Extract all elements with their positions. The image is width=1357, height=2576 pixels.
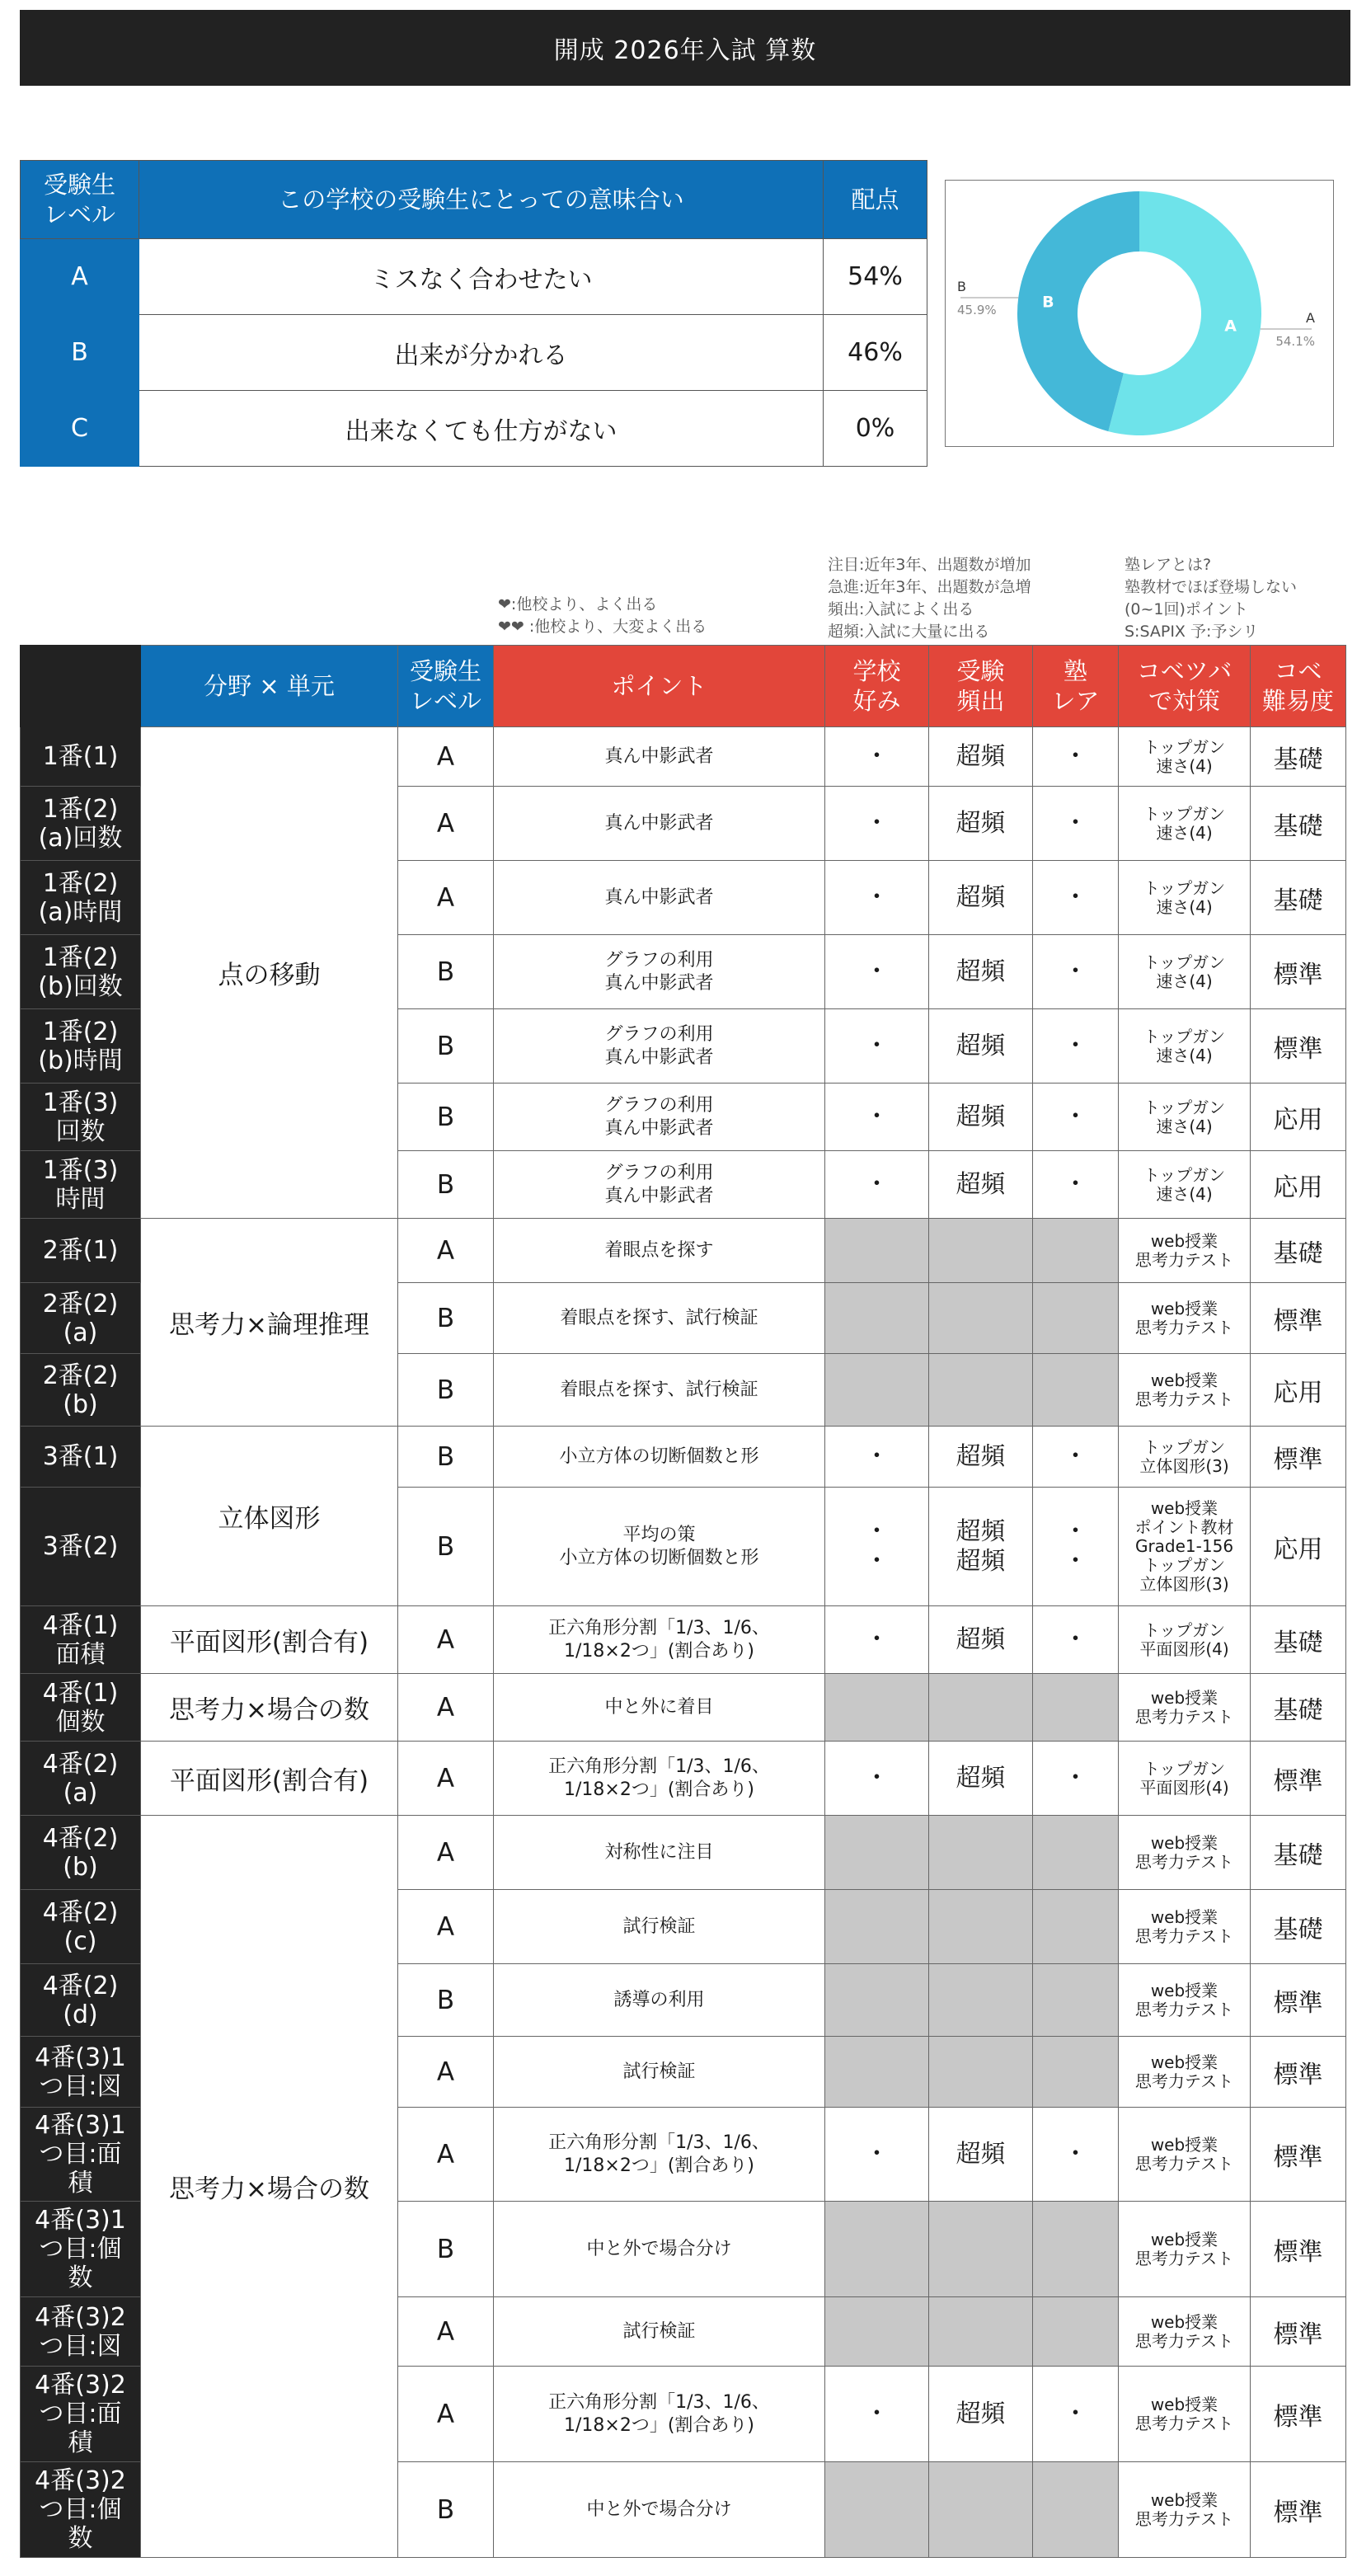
table-row	[21, 1606, 1346, 1674]
school-cell: ・	[825, 935, 929, 1009]
difficulty-cell: 基礎	[1251, 787, 1346, 861]
field-unit: 思考力×場合の数	[141, 1816, 398, 2558]
question-number: 1番(1)	[21, 727, 141, 787]
question-number: 4番(3)2 つ目:図	[21, 2297, 141, 2367]
point-cell: 試行検証	[494, 2297, 825, 2367]
outer-category-label: A	[1306, 310, 1315, 327]
rare-cell: ・	[1033, 1427, 1119, 1488]
header-point: ポイント	[494, 646, 825, 727]
point-cell: 対称性に注目	[494, 1816, 825, 1890]
score-summary-table	[20, 160, 927, 467]
slice-label: B	[1042, 293, 1054, 312]
question-number: 4番(1) 面積	[21, 1606, 141, 1674]
rare-cell	[1033, 2297, 1119, 2367]
level-cell: B	[398, 1151, 494, 1219]
question-number: 1番(2) (b)回数	[21, 935, 141, 1009]
level-cell: B	[398, 1964, 494, 2037]
point-cell: 平均の策 小立方体の切断個数と形	[494, 1488, 825, 1606]
legend-line: 注目:近年3年、出題数が増加	[828, 556, 1031, 574]
freq-cell: 超頻	[929, 1606, 1033, 1674]
header-corner	[21, 646, 141, 727]
freq-cell	[929, 1890, 1033, 1964]
school-cell: ・	[825, 861, 929, 935]
countermeasure-cell: トップガン 速さ(4)	[1119, 861, 1251, 935]
summary-score: 0%	[824, 391, 927, 467]
point-cell: 正六角形分割「1/3、1/6、 1/18×2つ」(割合あり)	[494, 2108, 825, 2202]
countermeasure-cell: web授業 思考力テスト	[1119, 1354, 1251, 1427]
difficulty-cell: 応用	[1251, 1084, 1346, 1151]
table-row	[21, 1219, 1346, 1283]
freq-cell: 超頻	[929, 727, 1033, 787]
summary-row	[21, 391, 927, 467]
difficulty-cell: 基礎	[1251, 1674, 1346, 1742]
level-cell: A	[398, 2037, 494, 2108]
school-cell	[825, 2037, 929, 2108]
summary-meaning: 出来なくても仕方がない	[139, 391, 824, 467]
level-cell: A	[398, 1890, 494, 1964]
difficulty-cell: 応用	[1251, 1151, 1346, 1219]
countermeasure-cell: トップガン 平面図形(4)	[1119, 1742, 1251, 1816]
question-number: 4番(2) (d)	[21, 1964, 141, 2037]
countermeasure-cell: トップガン 速さ(4)	[1119, 1151, 1251, 1219]
school-cell	[825, 1890, 929, 1964]
point-cell: 小立方体の切断個数と形	[494, 1427, 825, 1488]
level-cell: B	[398, 1354, 494, 1427]
header-cov: コベツバ で対策	[1119, 646, 1251, 727]
freq-cell	[929, 2297, 1033, 2367]
summary-meaning: 出来が分かれる	[139, 315, 824, 391]
point-cell: グラフの利用 真ん中影武者	[494, 1009, 825, 1084]
freq-cell	[929, 2462, 1033, 2558]
rare-cell: ・	[1033, 2108, 1119, 2202]
legend-line: (0~1回)ポイント	[1125, 600, 1248, 618]
header-school: 学校 好み	[825, 646, 929, 727]
point-cell: グラフの利用 真ん中影武者	[494, 1084, 825, 1151]
rare-cell: ・	[1033, 861, 1119, 935]
rare-cell: ・	[1033, 2367, 1119, 2462]
point-cell: 着眼点を探す	[494, 1219, 825, 1283]
point-cell: 真ん中影武者	[494, 861, 825, 935]
countermeasure-cell: web授業 思考力テスト	[1119, 1964, 1251, 2037]
header-level: 受験生 レベル	[398, 646, 494, 727]
freq-cell: 超頻 超頻	[929, 1488, 1033, 1606]
question-number: 4番(2) (c)	[21, 1890, 141, 1964]
difficulty-cell: 標準	[1251, 1009, 1346, 1084]
countermeasure-cell: web授業 思考力テスト	[1119, 2297, 1251, 2367]
point-cell: 正六角形分割「1/3、1/6、 1/18×2つ」(割合あり)	[494, 2367, 825, 2462]
countermeasure-cell: トップガン 速さ(4)	[1119, 1009, 1251, 1084]
freq-cell	[929, 1283, 1033, 1354]
school-cell	[825, 1283, 929, 1354]
legend-hearts	[498, 594, 707, 638]
countermeasure-cell: web授業 思考力テスト	[1119, 1890, 1251, 1964]
countermeasure-cell: web授業 思考力テスト	[1119, 1674, 1251, 1742]
rare-cell: ・	[1033, 1742, 1119, 1816]
level-cell: A	[398, 727, 494, 787]
rare-cell: ・ ・	[1033, 1488, 1119, 1606]
table-row	[21, 727, 1346, 787]
field-unit: 平面図形(割合有)	[141, 1606, 398, 1674]
school-cell	[825, 1964, 929, 2037]
level-cell: A	[398, 2108, 494, 2202]
level-cell: A	[398, 1606, 494, 1674]
level-cell: A	[398, 1219, 494, 1283]
difficulty-cell: 標準	[1251, 2462, 1346, 2558]
header-freq: 受験 頻出	[929, 646, 1033, 727]
school-cell: ・	[825, 2367, 929, 2462]
header-diff: コベ 難易度	[1251, 646, 1346, 727]
countermeasure-cell: トップガン 速さ(4)	[1119, 727, 1251, 787]
score-donut-chart	[945, 180, 1334, 447]
countermeasure-cell: トップガン 速さ(4)	[1119, 787, 1251, 861]
rare-cell	[1033, 1219, 1119, 1283]
school-cell: ・	[825, 1151, 929, 1219]
countermeasure-cell: トップガン 速さ(4)	[1119, 935, 1251, 1009]
point-cell: 試行検証	[494, 2037, 825, 2108]
school-cell	[825, 2202, 929, 2297]
difficulty-cell: 基礎	[1251, 861, 1346, 935]
freq-cell: 超頻	[929, 861, 1033, 935]
point-cell: 正六角形分割「1/3、1/6、 1/18×2つ」(割合あり)	[494, 1606, 825, 1674]
level-cell: A	[398, 1742, 494, 1816]
question-number: 1番(2) (b)時間	[21, 1009, 141, 1084]
summary-level: B	[21, 315, 139, 391]
school-cell	[825, 1219, 929, 1283]
level-cell: B	[398, 1009, 494, 1084]
difficulty-cell: 基礎	[1251, 1816, 1346, 1890]
level-cell: B	[398, 1084, 494, 1151]
level-cell: B	[398, 1488, 494, 1606]
legend-line: ❤❤ :他校より、大変よく出る	[498, 618, 707, 636]
point-cell: 真ん中影武者	[494, 787, 825, 861]
school-cell: ・	[825, 1742, 929, 1816]
countermeasure-cell: web授業 ポイント教材 Grade1-156 トップガン 立体図形(3)	[1119, 1488, 1251, 1606]
field-unit: 思考力×論理推理	[141, 1219, 398, 1427]
field-unit: 点の移動	[141, 727, 398, 1219]
level-cell: A	[398, 861, 494, 935]
freq-cell: 超頻	[929, 2108, 1033, 2202]
summary-header-meaning: この学校の受験生にとっての意味合い	[139, 161, 824, 239]
countermeasure-cell: web授業 思考力テスト	[1119, 1219, 1251, 1283]
summary-score: 54%	[824, 239, 927, 315]
difficulty-cell: 応用	[1251, 1354, 1346, 1427]
point-cell: 中と外で場合分け	[494, 2202, 825, 2297]
school-cell: ・	[825, 2108, 929, 2202]
rare-cell: ・	[1033, 1606, 1119, 1674]
outer-category-label: B	[957, 278, 966, 294]
school-cell	[825, 1816, 929, 1890]
rare-cell: ・	[1033, 935, 1119, 1009]
donut-svg	[946, 181, 1333, 446]
freq-cell: 超頻	[929, 1009, 1033, 1084]
rare-cell	[1033, 1283, 1119, 1354]
school-cell: ・	[825, 1084, 929, 1151]
countermeasure-cell: web授業 思考力テスト	[1119, 2367, 1251, 2462]
question-number: 4番(3)1 つ目:個 数	[21, 2202, 141, 2297]
rare-cell	[1033, 2462, 1119, 2558]
rare-cell: ・	[1033, 1009, 1119, 1084]
rare-cell	[1033, 1816, 1119, 1890]
question-number: 4番(3)1 つ目:面 積	[21, 2108, 141, 2202]
difficulty-cell: 標準	[1251, 1283, 1346, 1354]
school-cell: ・	[825, 727, 929, 787]
rare-cell: ・	[1033, 787, 1119, 861]
question-number: 2番(1)	[21, 1219, 141, 1283]
question-number: 3番(2)	[21, 1488, 141, 1606]
point-cell: グラフの利用 真ん中影武者	[494, 1151, 825, 1219]
summary-row	[21, 315, 927, 391]
point-cell: 着眼点を探す、試行検証	[494, 1354, 825, 1427]
header-rare: 塾 レア	[1033, 646, 1119, 727]
difficulty-cell: 基礎	[1251, 1219, 1346, 1283]
rare-cell	[1033, 2202, 1119, 2297]
level-cell: B	[398, 935, 494, 1009]
level-cell: B	[398, 1283, 494, 1354]
legend-line: 超頻:入試に大量に出る	[828, 623, 990, 641]
difficulty-cell: 基礎	[1251, 727, 1346, 787]
legend-line: 急進:近年3年、出題数が急増	[828, 578, 1031, 596]
freq-cell: 超頻	[929, 1151, 1033, 1219]
main-header-row	[21, 646, 1346, 727]
school-cell	[825, 2462, 929, 2558]
rare-cell: ・	[1033, 1084, 1119, 1151]
point-cell: 試行検証	[494, 1890, 825, 1964]
question-number: 1番(3) 時間	[21, 1151, 141, 1219]
header-field: 分野 × 単元	[141, 646, 398, 727]
legend-frequency	[828, 554, 1031, 643]
level-cell: A	[398, 787, 494, 861]
countermeasure-cell: web授業 思考力テスト	[1119, 2037, 1251, 2108]
rare-cell: ・	[1033, 727, 1119, 787]
outer-percent-label: 54.1%	[1275, 334, 1315, 350]
slice-label: A	[1224, 317, 1237, 336]
freq-cell	[929, 1354, 1033, 1427]
field-unit: 平面図形(割合有)	[141, 1742, 398, 1816]
question-number: 3番(1)	[21, 1427, 141, 1488]
countermeasure-cell: web授業 思考力テスト	[1119, 2108, 1251, 2202]
summary-level: A	[21, 239, 139, 315]
field-unit: 立体図形	[141, 1427, 398, 1606]
level-cell: A	[398, 2297, 494, 2367]
freq-cell	[929, 2202, 1033, 2297]
freq-cell: 超頻	[929, 787, 1033, 861]
countermeasure-cell: トップガン 立体図形(3)	[1119, 1427, 1251, 1488]
school-cell	[825, 2297, 929, 2367]
freq-cell: 超頻	[929, 1084, 1033, 1151]
rare-cell	[1033, 1674, 1119, 1742]
freq-cell: 超頻	[929, 935, 1033, 1009]
difficulty-cell: 標準	[1251, 1742, 1346, 1816]
point-cell: 着眼点を探す、試行検証	[494, 1283, 825, 1354]
point-cell: 中と外で場合分け	[494, 2462, 825, 2558]
question-number: 2番(2) (a)	[21, 1283, 141, 1354]
question-number: 2番(2) (b)	[21, 1354, 141, 1427]
question-number: 4番(3)1 つ目:図	[21, 2037, 141, 2108]
school-cell	[825, 1354, 929, 1427]
freq-cell: 超頻	[929, 2367, 1033, 2462]
countermeasure-cell: トップガン 速さ(4)	[1119, 1084, 1251, 1151]
difficulty-cell: 標準	[1251, 1964, 1346, 2037]
school-cell: ・ ・	[825, 1488, 929, 1606]
level-cell: A	[398, 2367, 494, 2462]
freq-cell	[929, 2037, 1033, 2108]
legend-line: S:SAPIX 予:予シリ	[1125, 623, 1259, 641]
summary-row	[21, 239, 927, 315]
question-number: 4番(3)2 つ目:面 積	[21, 2367, 141, 2462]
difficulty-cell: 基礎	[1251, 1890, 1346, 1964]
summary-header-row	[21, 161, 927, 239]
level-cell: A	[398, 1816, 494, 1890]
freq-cell	[929, 1674, 1033, 1742]
table-row	[21, 1427, 1346, 1488]
summary-header-level: 受験生 レベル	[21, 161, 139, 239]
difficulty-cell: 標準	[1251, 1427, 1346, 1488]
freq-cell	[929, 1816, 1033, 1890]
school-cell: ・	[825, 787, 929, 861]
difficulty-cell: 標準	[1251, 2297, 1346, 2367]
point-cell: 中と外に着目	[494, 1674, 825, 1742]
question-number: 1番(3) 回数	[21, 1084, 141, 1151]
rare-cell: ・	[1033, 1151, 1119, 1219]
countermeasure-cell: web授業 思考力テスト	[1119, 2462, 1251, 2558]
level-cell: B	[398, 2462, 494, 2558]
legend-line: 塾教材でほぼ登場しない	[1125, 578, 1298, 596]
summary-level: C	[21, 391, 139, 467]
question-number: 1番(2) (a)回数	[21, 787, 141, 861]
page-title: 開成 2026年入試 算数	[20, 10, 1350, 86]
freq-cell: 超頻	[929, 1742, 1033, 1816]
table-row	[21, 1816, 1346, 1890]
point-cell: 誘導の利用	[494, 1964, 825, 2037]
difficulty-cell: 標準	[1251, 2367, 1346, 2462]
question-analysis-table	[20, 645, 1346, 2558]
summary-header-score: 配点	[824, 161, 927, 239]
legend-rare	[1125, 554, 1297, 643]
freq-cell: 超頻	[929, 1427, 1033, 1488]
level-cell: A	[398, 1674, 494, 1742]
level-cell: B	[398, 1427, 494, 1488]
question-number: 4番(3)2 つ目:個 数	[21, 2462, 141, 2558]
countermeasure-cell: web授業 思考力テスト	[1119, 1283, 1251, 1354]
freq-cell	[929, 1964, 1033, 2037]
legend-line: 塾レアとは?	[1125, 556, 1212, 574]
rare-cell	[1033, 1354, 1119, 1427]
difficulty-cell: 標準	[1251, 935, 1346, 1009]
school-cell: ・	[825, 1606, 929, 1674]
legend-line: 頻出:入試によく出る	[828, 600, 974, 618]
table-row	[21, 1742, 1346, 1816]
countermeasure-cell: web授業 思考力テスト	[1119, 1816, 1251, 1890]
school-cell	[825, 1674, 929, 1742]
difficulty-cell: 標準	[1251, 2037, 1346, 2108]
difficulty-cell: 基礎	[1251, 1606, 1346, 1674]
legend-line: ❤:他校より、よく出る	[498, 595, 658, 613]
question-number: 1番(2) (a)時間	[21, 861, 141, 935]
question-number: 4番(2) (a)	[21, 1742, 141, 1816]
difficulty-cell: 標準	[1251, 2108, 1346, 2202]
question-number: 4番(1) 個数	[21, 1674, 141, 1742]
rare-cell	[1033, 2037, 1119, 2108]
rare-cell	[1033, 1964, 1119, 2037]
outer-percent-label: 45.9%	[957, 302, 997, 317]
point-cell: 正六角形分割「1/3、1/6、 1/18×2つ」(割合あり)	[494, 1742, 825, 1816]
question-number: 4番(2) (b)	[21, 1816, 141, 1890]
summary-meaning: ミスなく合わせたい	[139, 239, 824, 315]
field-unit: 思考力×場合の数	[141, 1674, 398, 1742]
school-cell: ・	[825, 1427, 929, 1488]
point-cell: 真ん中影武者	[494, 727, 825, 787]
summary-score: 46%	[824, 315, 927, 391]
difficulty-cell: 応用	[1251, 1488, 1346, 1606]
school-cell: ・	[825, 1009, 929, 1084]
countermeasure-cell: トップガン 平面図形(4)	[1119, 1606, 1251, 1674]
point-cell: グラフの利用 真ん中影武者	[494, 935, 825, 1009]
table-row	[21, 1674, 1346, 1742]
rare-cell	[1033, 1890, 1119, 1964]
countermeasure-cell: web授業 思考力テスト	[1119, 2202, 1251, 2297]
difficulty-cell: 標準	[1251, 2202, 1346, 2297]
level-cell: B	[398, 2202, 494, 2297]
freq-cell	[929, 1219, 1033, 1283]
